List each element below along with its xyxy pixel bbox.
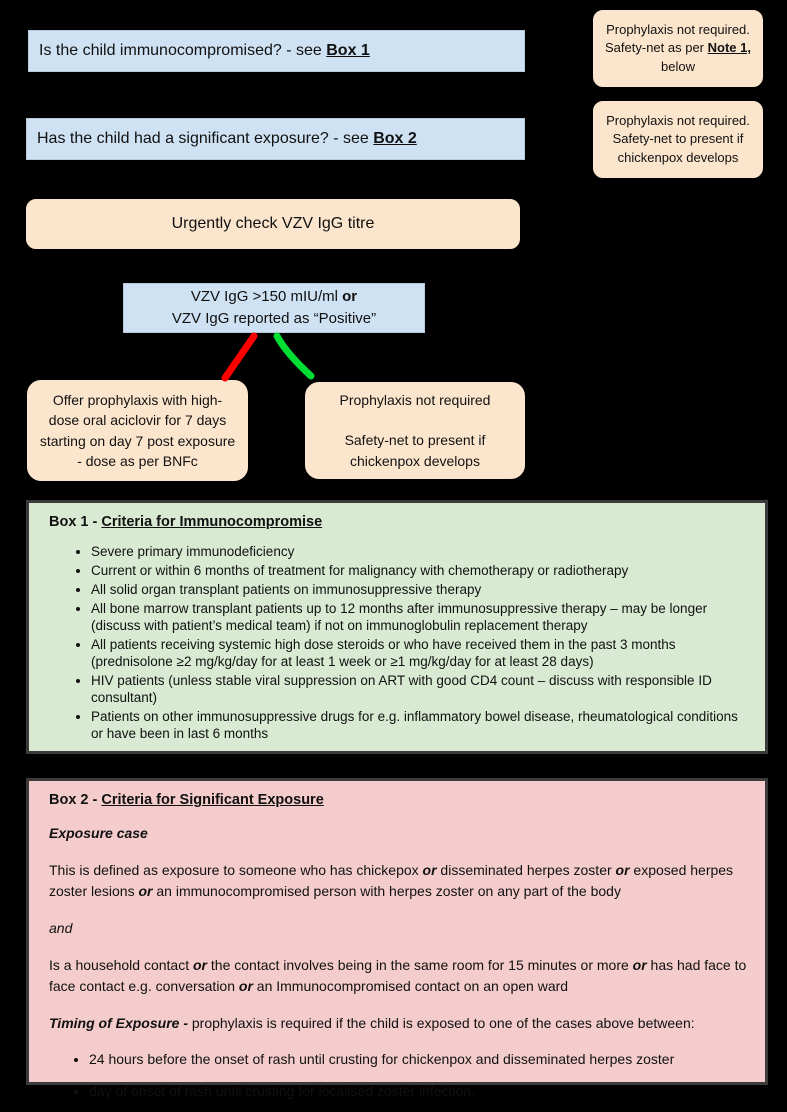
box2-criteria-significant-exposure [26, 778, 768, 1100]
box2-contact-definition: Is a household contact or the contact involves being in the same room for 15 minutes or more or has had face to face contact e.g. conversation or an Immunocompromised contact on an open ward [49, 956, 747, 995]
box2-bullet-list [45, 1050, 749, 1102]
result-no-prophylaxis-line1: Prophylaxis not required [339, 392, 491, 409]
box2-header: Box 2 - Criteria for Significant Exposure [49, 792, 324, 808]
box2-exposure-case-heading: Exposure case [49, 825, 148, 841]
outcome-safety-net-box [591, 99, 765, 180]
box1-bullet-list [45, 543, 749, 742]
action-check-vzv-titre-box [24, 197, 522, 251]
decision-vzv-igg-line1: VZV IgG >150 mIU/ml or [190, 287, 358, 305]
result-no-prophylaxis-box [303, 380, 527, 481]
box2-bullet: • day of onset of rash until crusting for localised zoster infection. [89, 1082, 749, 1102]
arrow-green-positive [277, 336, 311, 376]
box1-bullet: • Patients on other immunosuppressive drugs for e.g. inflammatory bowel disease, rheumatological conditions or have been in last 6 months [91, 708, 749, 742]
question-immunocompromised-text: Is the child immunocompromised? - see Box 1 [39, 42, 370, 59]
box2-exposure-definition: This is defined as exposure to someone who has chickepox or disseminated herpes zoster or exposed herpes zoster lesions or an immunocompromised person with herpes zoster on any part of the body [49, 861, 734, 900]
box1-bullet: • Current or within 6 months of treatment for malignancy with chemotherapy or radiotherapy [91, 562, 749, 579]
arrow-red-negative [225, 336, 254, 378]
box1-bullet: • All solid organ transplant patients on immunosuppressive therapy [91, 581, 749, 598]
decision-vzv-igg-line2: VZV IgG reported as “Positive” [171, 310, 377, 327]
box2-timing-of-exposure: Timing of Exposure - prophylaxis is required if the child is exposed to one of the cases above between: [49, 1015, 695, 1032]
outcome-note1-box [591, 8, 765, 89]
decision-vzv-igg-box [123, 283, 425, 333]
result-offer-prophylaxis-text: Offer prophylaxis with high-dose oral aciclovir for 7 days starting on day 7 post exposure - dose as per BNFc [39, 391, 236, 469]
question-significant-exposure-text: Has the child had a significant exposure? - see Box 2 [37, 130, 417, 147]
question-immunocompromised-box [28, 30, 525, 72]
box1-bullet: • HIV patients (unless stable viral suppression on ART with good CD4 count – discuss with responsible ID consultant) [91, 672, 749, 706]
outcome-safety-net-text: Prophylaxis not required. Safety-net to present if chickenpox develops [606, 112, 750, 165]
outcome-note1-text: Prophylaxis not required. Safety-net as per Note 1, below [605, 21, 751, 74]
result-no-prophylaxis-line2: Safety-net to present if chickenpox develops [344, 432, 486, 469]
box1-header: Box 1 - Criteria for Immunocompromise [49, 514, 323, 530]
action-check-vzv-titre-text: Urgently check VZV IgG titre [171, 215, 375, 232]
box2-and-connector: and [49, 920, 73, 937]
question-significant-exposure-box [26, 118, 525, 160]
result-offer-prophylaxis-box [25, 378, 250, 483]
box2-bullet: • 24 hours before the onset of rash until crusting for chickenpox and disseminated herpes zoster [89, 1050, 749, 1070]
box1-bullet: • All patients receiving systemic high dose steroids or who have received them in the past 3 months (prednisolone ≥2 mg/kg/day for at least 1 week or ≥1 mg/kg/day for at least 28 days) [91, 636, 749, 670]
box1-bullet: • All bone marrow transplant patients up to 12 months after immunosuppressive therapy – may be longer (discuss with patient’s medical team) if not on immunoglobulin replacement therapy [91, 600, 749, 634]
box1-criteria-immunocompromise [26, 500, 768, 754]
box1-bullet: • Severe primary immunodeficiency [91, 543, 749, 560]
